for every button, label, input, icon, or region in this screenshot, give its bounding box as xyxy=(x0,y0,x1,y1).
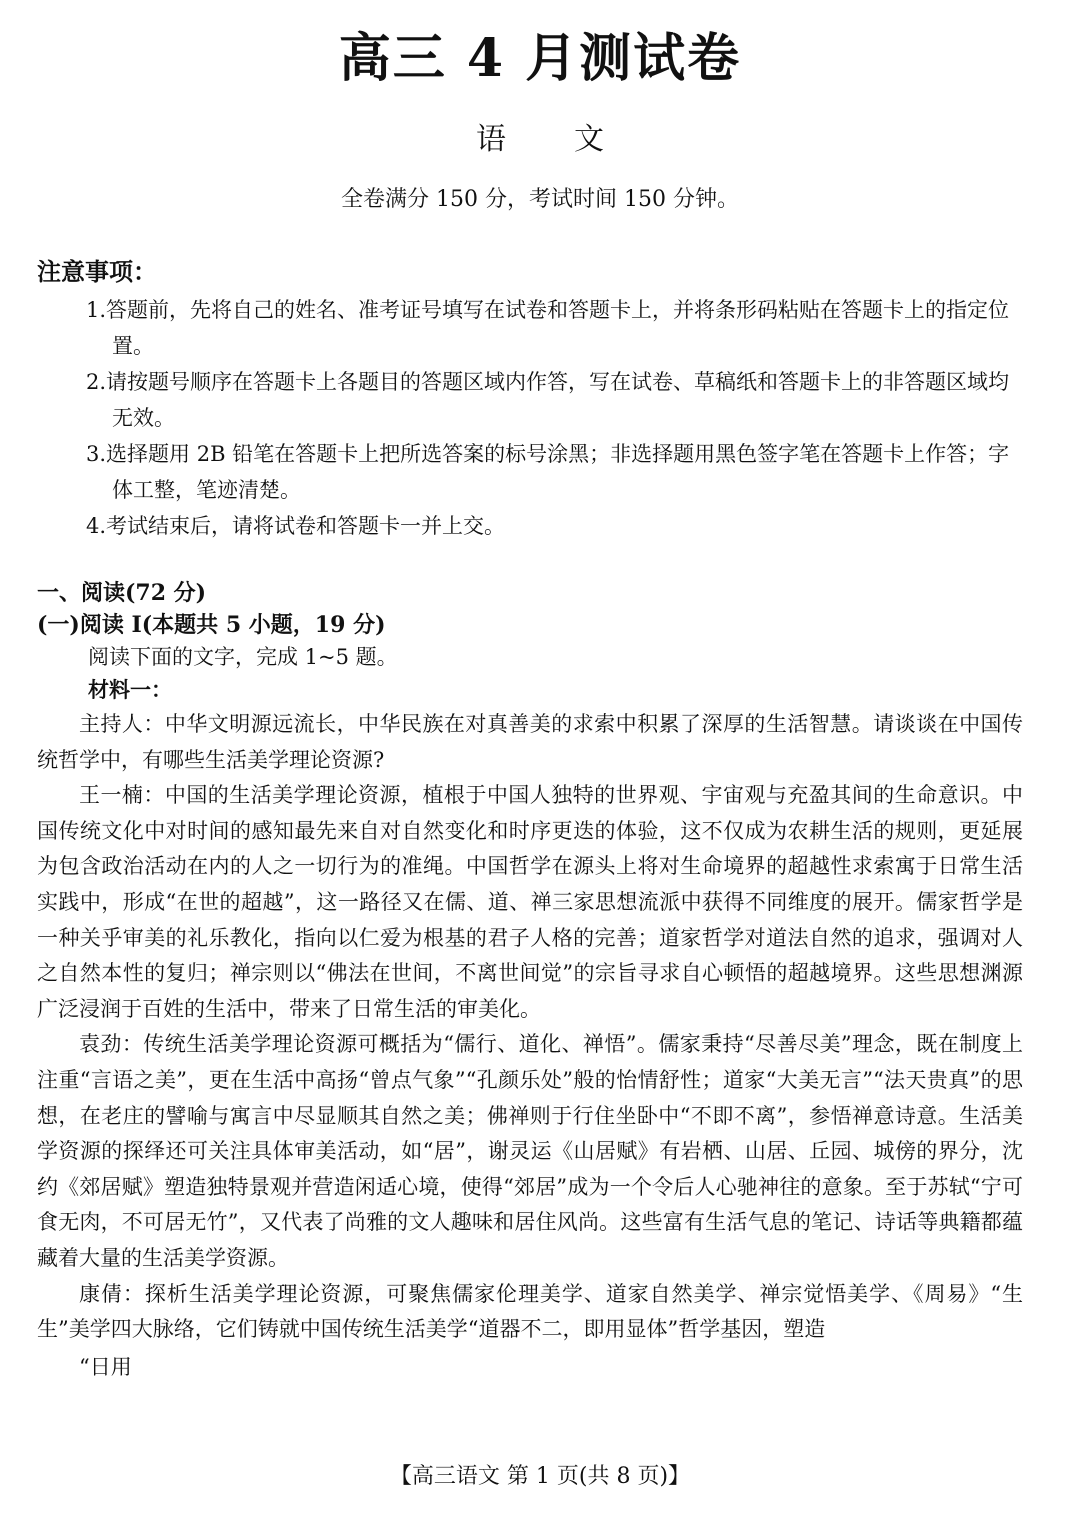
note-item: 4.考试结束后，请将试卷和答题卡一并上交。 xyxy=(86,514,506,538)
subject-char-1: 语 xyxy=(476,122,506,157)
exam-meta: 全卷满分 150 分，考试时间 150 分钟。 xyxy=(341,187,739,212)
section-heading: 一、阅读(72 分) xyxy=(37,580,207,606)
passage-paragraph: 袁劲：传统生活美学理论资源可概括为“儒行、道化、禅悟”。儒家秉持“尽善尽美”理念，既在制度上注重“言语之美”，更在生活中高扬“曾点气象”“孔颜乐处”般的怡情舒性；道家“大美无言”“法天贵真”的思想，在老庄的譬喻与寓言中尽显顺其自然之美；佛禅则于行住坐卧中“不即不离”，参悟禅意诗意。生活美学资源的探绎还可关注具体审美活动，如“居”，谢灵运《山居赋》有岩栖、山居、丘园、城傍的界分，沈约《郊居赋》塑造独特景观并营造闲适心境，使得“郊居”成为一个令后人心驰神往的意象。至于苏轼“宁可食无肉，不可居无竹”，又代表了尚雅的文人趣味和居住风尚。这些富有生活气息的笔记、诗话等典籍都蕴藏着大量的生活美学资源。 xyxy=(37,1032,1023,1270)
reading-passage xyxy=(37,707,1023,1385)
note-item: 2.请按题号顺序在答题卡上各题目的答题区域内作答，写在试卷、草稿纸和答题卡上的非答题区域均无效。 xyxy=(86,370,1010,430)
note-item: 1.答题前，先将自己的姓名、准考证号填写在试卷和答题卡上，并将条形码粘贴在答题卡上的指定位置。 xyxy=(86,298,1010,358)
subject-char-2: 文 xyxy=(574,122,604,157)
notes-list xyxy=(86,292,1026,544)
subsection-heading: (一)阅读 I(本题共 5 小题，19 分) xyxy=(37,612,386,638)
exam-title: 高三 4 月测试卷 xyxy=(338,28,742,89)
page-footer: 【高三语文 第 1 页(共 8 页)】 xyxy=(389,1464,691,1489)
material-label: 材料一： xyxy=(88,677,172,702)
passage-paragraph: 王一楠：中国的生活美学理论资源，植根于中国人独特的世界观、宇宙观与充盈其间的生命意识。中国传统文化中对时间的感知最先来自对自然变化和时序更迭的体验，这不仅成为农耕生活的规则，更延展为包含政治活动在内的人之一切行为的准绳。中国哲学在源头上将对生命境界的超越性求索寓于日常生活实践中，形成“在世的超越”，这一路径又在儒、道、禅三家思想流派中获得不同维度的展开。儒家哲学是一种关乎审美的礼乐教化，指向以仁爱为根基的君子人格的完善；道家哲学对道法自然的追求，强调对人之自然本性的复归；禅宗则以“佛法在世间，不离世间觉”的宗旨寻求自心顿悟的超越境界。这些思想渊源广泛浸润于百姓的生活中，带来了日常生活的审美化。 xyxy=(37,783,1023,1021)
subject-heading xyxy=(0,118,1080,162)
passage-paragraph: 康倩：探析生活美学理论资源，可聚焦儒家伦理美学、道家自然美学、禅宗觉悟美学、《周易》“生生”美学四大脉络，它们铸就中国传统生活美学“道器不二，即用显体”哲学基因，塑造 xyxy=(37,1281,1023,1342)
reading-instruction: 阅读下面的文字，完成 1~5 题。 xyxy=(88,645,398,669)
passage-paragraph: 主持人：中华文明源远流长，中华民族在对真善美的求索中积累了深厚的生活智慧。请谈谈在中国传统哲学中，有哪些生活美学理论资源? xyxy=(37,712,1023,772)
note-item: 3.选择题用 2B 铅笔在答题卡上把所选答案的标号涂黑；非选择题用黑色签字笔在答题卡上作答；字体工整，笔迹清楚。 xyxy=(86,442,1010,502)
notes-heading: 注意事项： xyxy=(37,257,157,286)
passage-paragraph: “日用 xyxy=(79,1354,132,1379)
